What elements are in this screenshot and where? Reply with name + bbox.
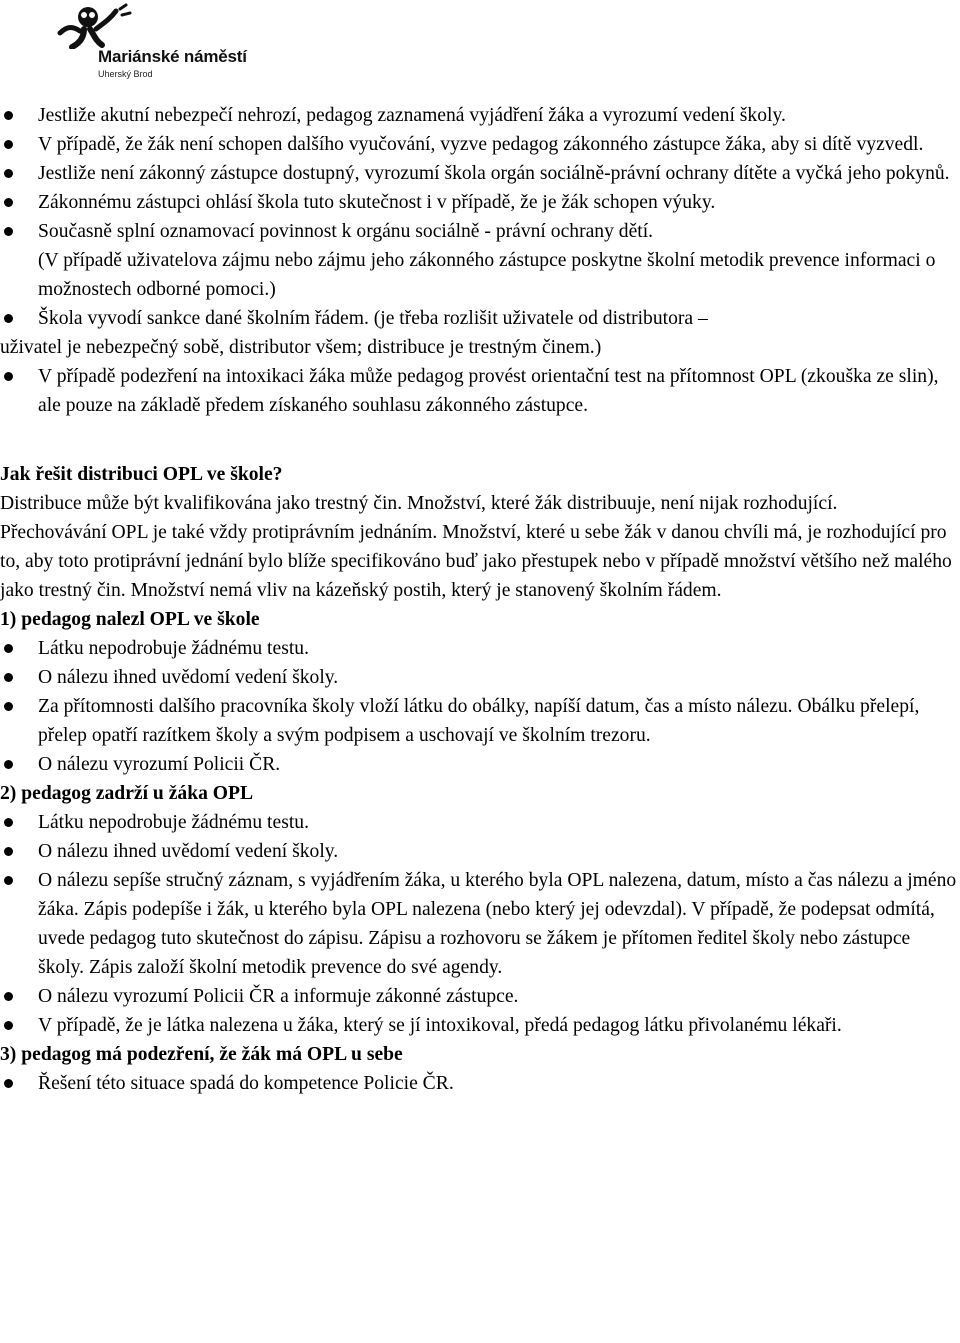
list-item: Jestliže není zákonný zástupce dostupný, vyrozumí škola orgán sociálně-právní ochrany dítěte a vyčká jeho pokynů.	[0, 159, 958, 188]
logo-subtitle: Uherský Brod	[98, 69, 153, 79]
list-item: O nálezu vyrozumí Policii ČR a informuje zákonné zástupce.	[0, 982, 958, 1011]
list-item: O nálezu ihned uvědomí vedení školy.	[0, 663, 958, 692]
list-item: Látku nepodrobuje žádnému testu.	[0, 808, 958, 837]
section-3-list	[0, 1069, 958, 1098]
section-1-heading: 1) pedagog nalezl OPL ve škole	[0, 609, 260, 630]
school-logo	[50, 3, 270, 83]
list-item: Současně splní oznamovací povinnost k orgánu sociálně - právní ochrany dětí.	[0, 217, 958, 246]
list-item: V případě, že je látka nalezena u žáka, který se jí intoxikoval, předá pedagog látku přivolanému lékaři.	[0, 1011, 958, 1040]
section-2-heading: 2) pedagog zadrží u žáka OPL	[0, 783, 254, 804]
list-item: O nálezu vyrozumí Policii ČR.	[0, 750, 958, 779]
document-body	[0, 101, 958, 1098]
list-item: Zákonnému zástupci ohlásí škola tuto skutečnost i v případě, že je žák schopen výuky.	[0, 188, 958, 217]
list-item	[0, 304, 958, 362]
distribution-heading: Jak řešit distribuci OPL ve škole?	[0, 464, 283, 485]
section-1-list	[0, 634, 958, 779]
list-item: Řešení této situace spadá do kompetence Policie ČR.	[0, 1069, 958, 1098]
logo-name: Mariánské náměstí	[98, 47, 247, 66]
mascot-figure-icon	[50, 3, 160, 49]
intro-note: (V případě uživatelova zájmu nebo zájmu jeho zákonného zástupce poskytne školní metodik prevence informaci o možnostech odborné pomoci.)	[38, 250, 936, 300]
section-2-list	[0, 808, 958, 1040]
section-3-heading: 3) pedagog má podezření, že žák má OPL u sebe	[0, 1044, 403, 1065]
intro-list	[0, 101, 958, 246]
list-item: V případě, že žák není schopen dalšího vyučování, vyzve pedagog zákonného zástupce žáka, aby si dítě vyzvedl.	[0, 130, 958, 159]
sanction-list	[0, 304, 958, 420]
list-item: Látku nepodrobuje žádnému testu.	[0, 634, 958, 663]
list-item: V případě podezření na intoxikaci žáka může pedagog provést orientační test na přítomnost OPL (zkouška ze slin), ale pouze na základě předem získaného souhlasu zákonného zástupce.	[0, 362, 958, 420]
list-item: O nálezu sepíše stručný záznam, s vyjádřením žáka, u kterého byla OPL nalezena, datum, místo a čas nálezu a jméno žáka. Zápis podepíše i žák, u kterého byla OPL nalezena (nebo který jej odevzdal). V případě, že podepsat odmítá, uvede pedagog tuto skutečnost do zápisu. Zápisu a rozhovoru se žákem je přítomen ředitel školy nebo zástupce školy. Zápis založí školní metodik prevence do své agendy.	[0, 866, 958, 982]
list-item: Za přítomnosti dalšího pracovníka školy vloží látku do obálky, napíší datum, čas a místo nálezu. Obálku přelepí, přelep opatří razítkem školy a svým podpisem a uschovají ve školním trezoru.	[0, 692, 958, 750]
sanction-continuation: uživatel je nebezpečný sobě, distributor všem; distribuce je trestným činem.)	[0, 337, 602, 358]
list-item: O nálezu ihned uvědomí vedení školy.	[0, 837, 958, 866]
distribution-paragraph: Distribuce může být kvalifikována jako trestný čin. Množství, které žák distribuuje, není nijak rozhodující.	[0, 493, 838, 514]
sanction-text: Škola vyvodí sankce dané školním řádem. (je třeba rozlišit uživatele od distributora –	[38, 308, 708, 329]
list-item: Jestliže akutní nebezpečí nehrozí, pedagog zaznamená vyjádření žáka a vyrozumí vedení školy.	[0, 101, 958, 130]
possession-paragraph: Přechovávání OPL je také vždy protiprávním jednáním. Množství, které u sebe žák v danou chvíli má, je rozhodující pro to, aby toto protiprávní jednání bylo blíže specifikováno buď jako přestupek nebo v případě množství většího než malého jako trestný čin. Množství nemá vliv na kázeňský postih, který je stanovený školním řádem.	[0, 522, 952, 601]
